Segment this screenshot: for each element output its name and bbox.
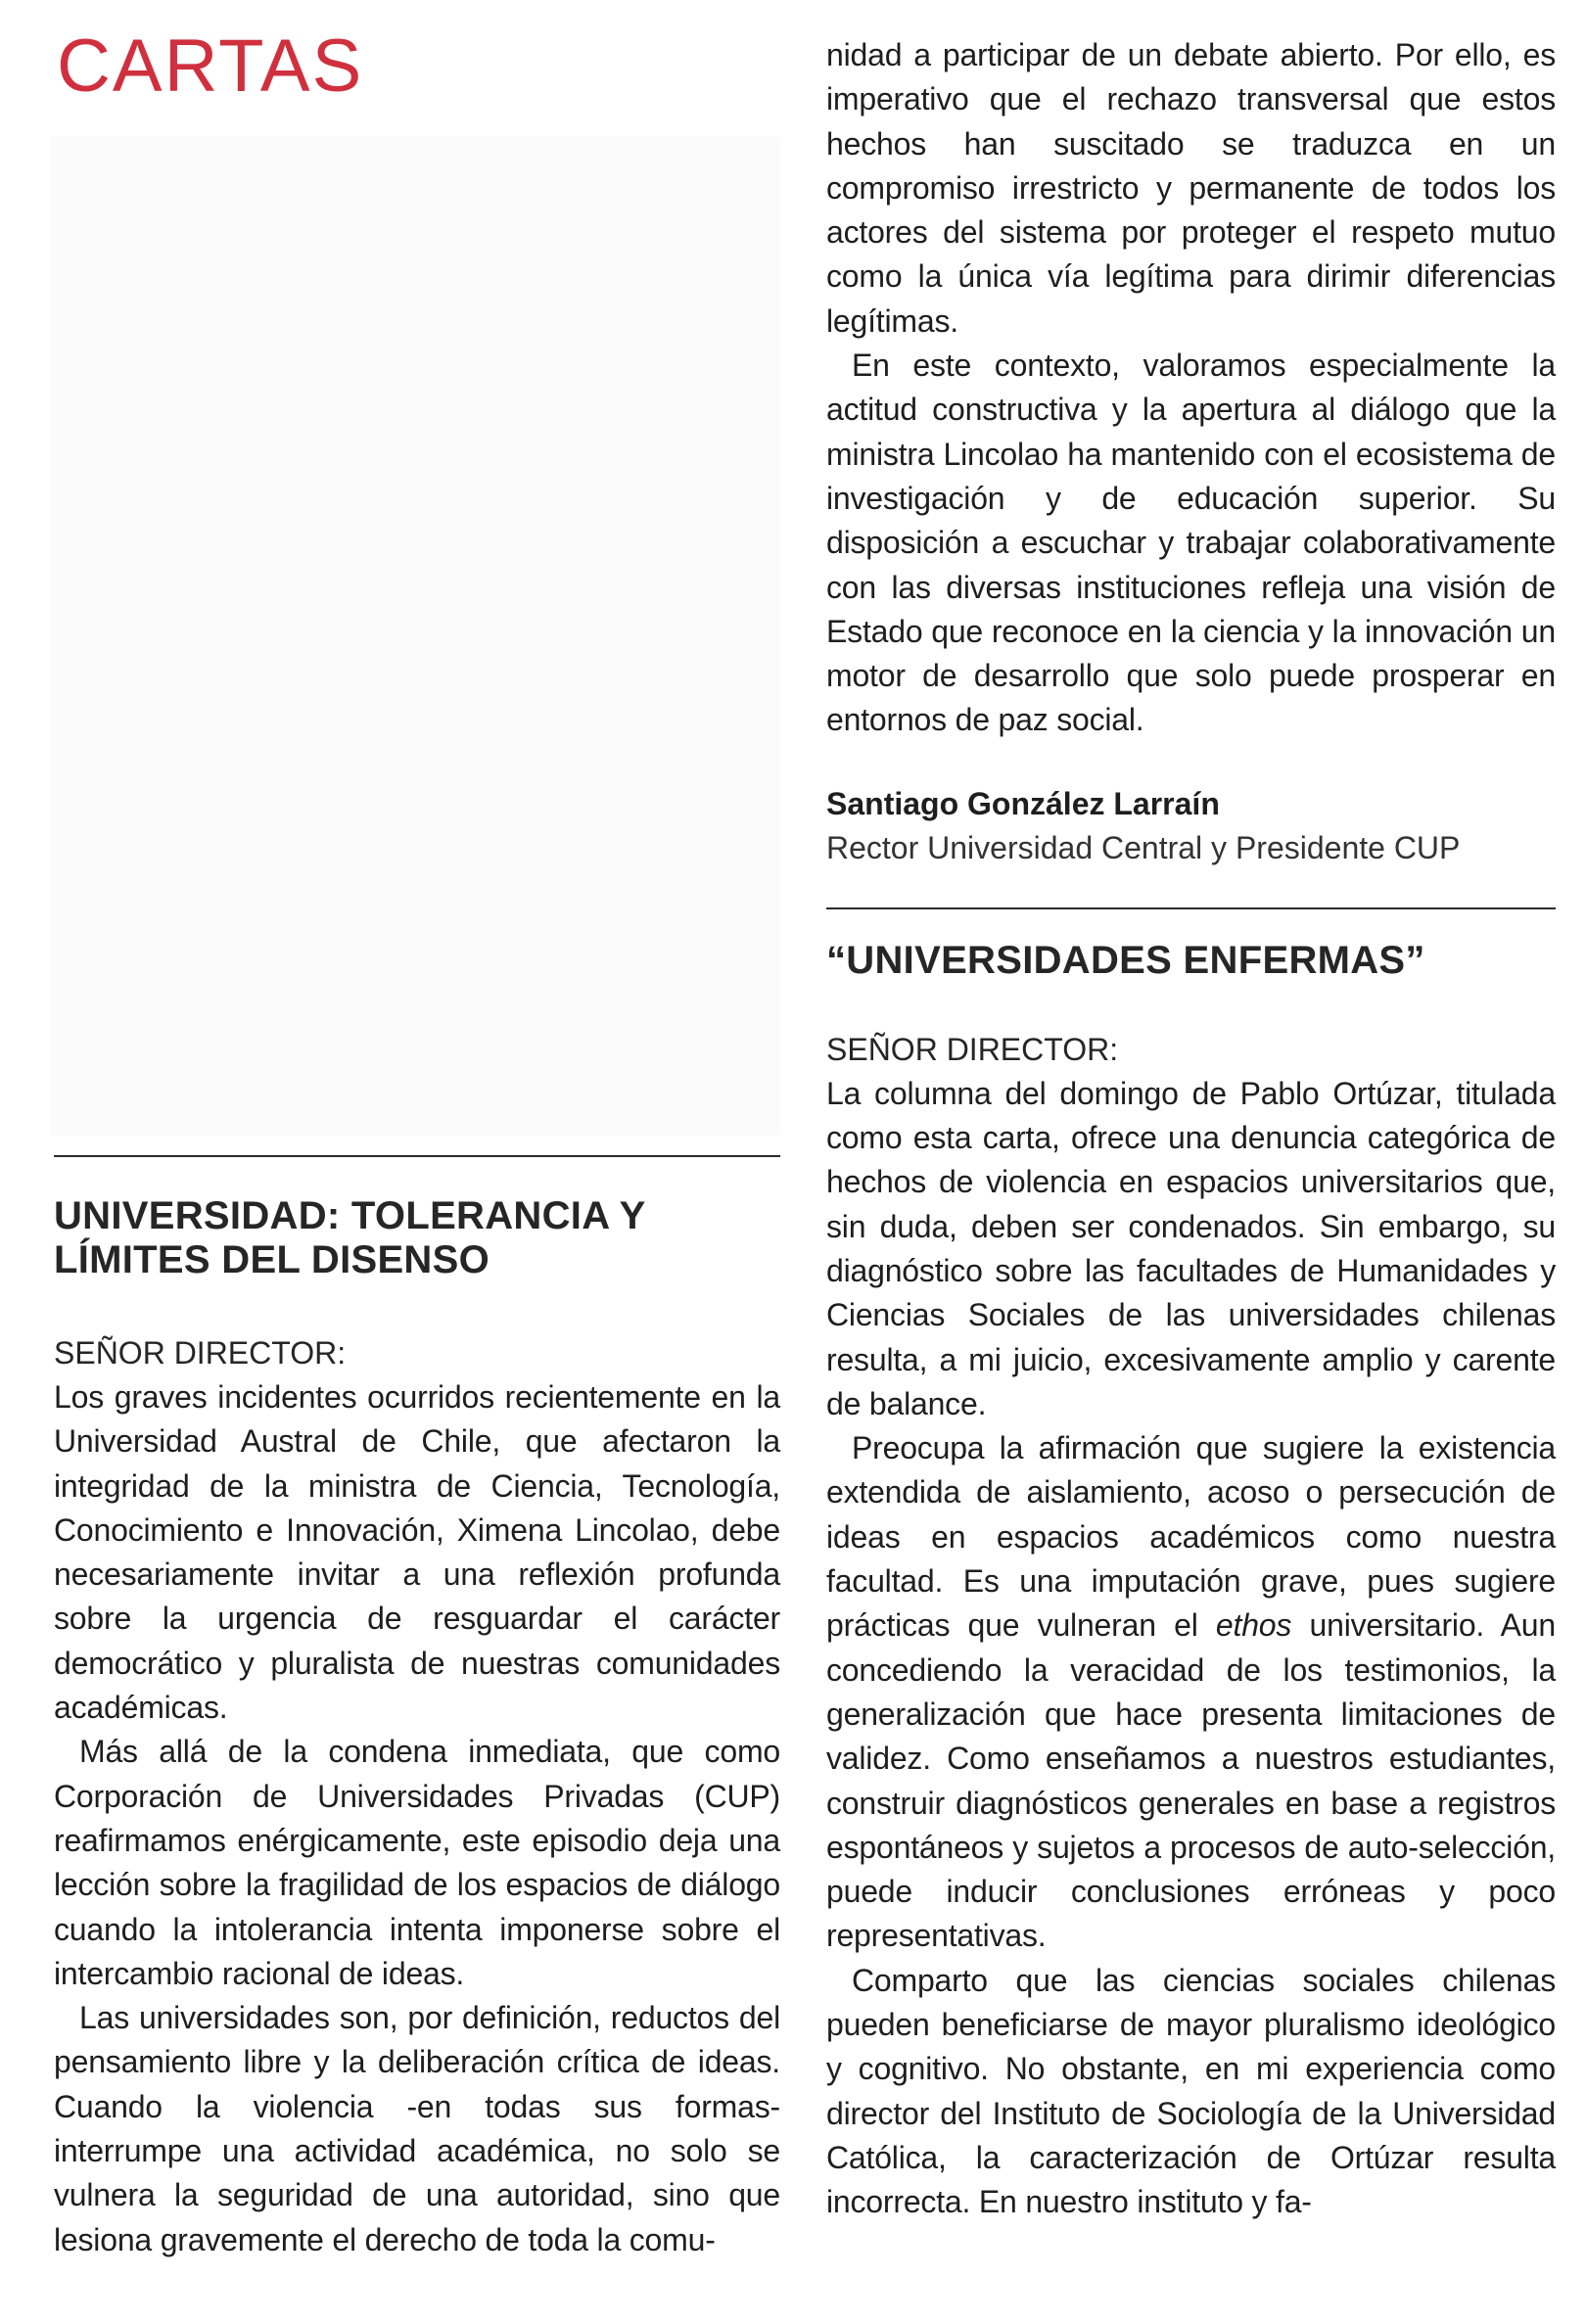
letter2-paragraph-2	[826, 1426, 1556, 1959]
letter1-signature-name: Santiago González Larraín	[826, 785, 1220, 821]
letter2-paragraph-1: La columna del domingo de Pablo Ortúzar, titulada como esta carta, ofrece una denuncia categórica de hechos de violencia en espacios universitarios que, sin duda, deben ser condenados. Sin embargo, su diagnóstico sobre las facultades de Humanidades y Ciencias Sociales de las universidades chilenas resulta, a mi juicio, excesivamente amplio y carente de balance.	[826, 1075, 1556, 1421]
letter1-paragraph-3: Las universidades son, por definición, reductos del pensamiento libre y la deliberación crítica de ideas. Cuando la violencia -en todas sus formas- interrumpe una actividad académica, no solo se vulnera la seguridad de una autoridad, sino que lesiona gravemente el derecho de toda la comu-	[54, 2000, 780, 2257]
ethos-term: ethos	[1215, 1607, 1292, 1644]
letter2-paragraph-3: Comparto que las ciencias sociales chilenas pueden beneficiarse de mayor pluralismo ideológico y cognitivo. No obstante, en mi experiencia como director del Instituto de Sociología de la Universidad Católica, la caracterización de Ortúzar resulta incorrecta. En nuestro instituto y fa-	[826, 1962, 1556, 2220]
letter1-signature-role: Rector Universidad Central y Presidente CUP	[826, 829, 1461, 865]
letter2-paragraph-2-part2: universitario. Aun concediendo la veracidad de los testimonios, la generalización que hace presenta limitaciones de validez. Como enseñamos a nuestros estudiantes, construir diagnósticos generales en base a registros espontáneos y sujetos a procesos de auto-selección, puede inducir conclusiones erróneas y poco representativas.	[826, 1607, 1556, 1954]
letter2-paragraph-2-part1: Preocupa la afirmación que sugiere la existencia extendida de aislamiento, acoso o persecución de ideas en espacios académicos como nuestra facultad. Es una imputación grave, pues sugiere prácticas que vulneran el	[826, 1430, 1556, 1644]
letter-title-tolerancia	[54, 1194, 780, 1282]
letter-title-universidades-enfermas: “UNIVERSIDADES ENFERMAS”	[826, 938, 1425, 982]
right-column	[826, 33, 1556, 2224]
letter1-paragraph-3-continued: nidad a participar de un debate abierto. Por ello, es imperativo que el rechazo transversal que estos hechos han suscitado se traduzca en un compromiso irrestricto y permanente de todos los actores del sistema por proteger el respeto mutuo como la única vía legítima para dirimir diferencias legítimas.	[826, 37, 1556, 339]
letter-title-line2: LÍMITES DEL DISENSO	[54, 1238, 490, 1281]
image-placeholder-area	[51, 137, 780, 1136]
letter2-salutation: SEÑOR DIRECTOR:	[826, 1031, 1119, 1067]
letter1-salutation: SEÑOR DIRECTOR:	[54, 1335, 347, 1371]
letter1-paragraph-1: Los graves incidentes ocurridos recientemente en la Universidad Austral de Chile, que afectaron la integridad de la ministra de Ciencia, Tecnología, Conocimiento e Innovación, Ximena Lincolao, debe necesariamente invitar a una reflexión profunda sobre la urgencia de resguardar el carácter democrático y pluralista de nuestras comunidades académicas.	[54, 1379, 780, 1726]
letter1-paragraph-4: En este contexto, valoramos especialmente la actitud constructiva y la apertura al diálogo que la ministra Lincolao ha mantenido con el ecosistema de investigación y de educación superior. Su disposición a escuchar y trabajar colaborativamente con las diversas instituciones refleja una visión de Estado que reconoce en la ciencia y la innovación un motor de desarrollo que solo puede prosperar en entornos de paz social.	[826, 348, 1556, 738]
left-column	[54, 1155, 780, 2262]
letter1-paragraph-2: Más allá de la condena inmediata, que como Corporación de Universidades Privadas (CUP) reafirmamos enérgicamente, este episodio deja una lección sobre la fragilidad de los espacios de diálogo cuando la intolerancia intenta imponerse sobre el intercambio racional de ideas.	[54, 1734, 780, 1991]
letter-title-line1: UNIVERSIDAD: TOLERANCIA Y	[54, 1194, 646, 1237]
section-title: CARTAS	[57, 24, 364, 108]
